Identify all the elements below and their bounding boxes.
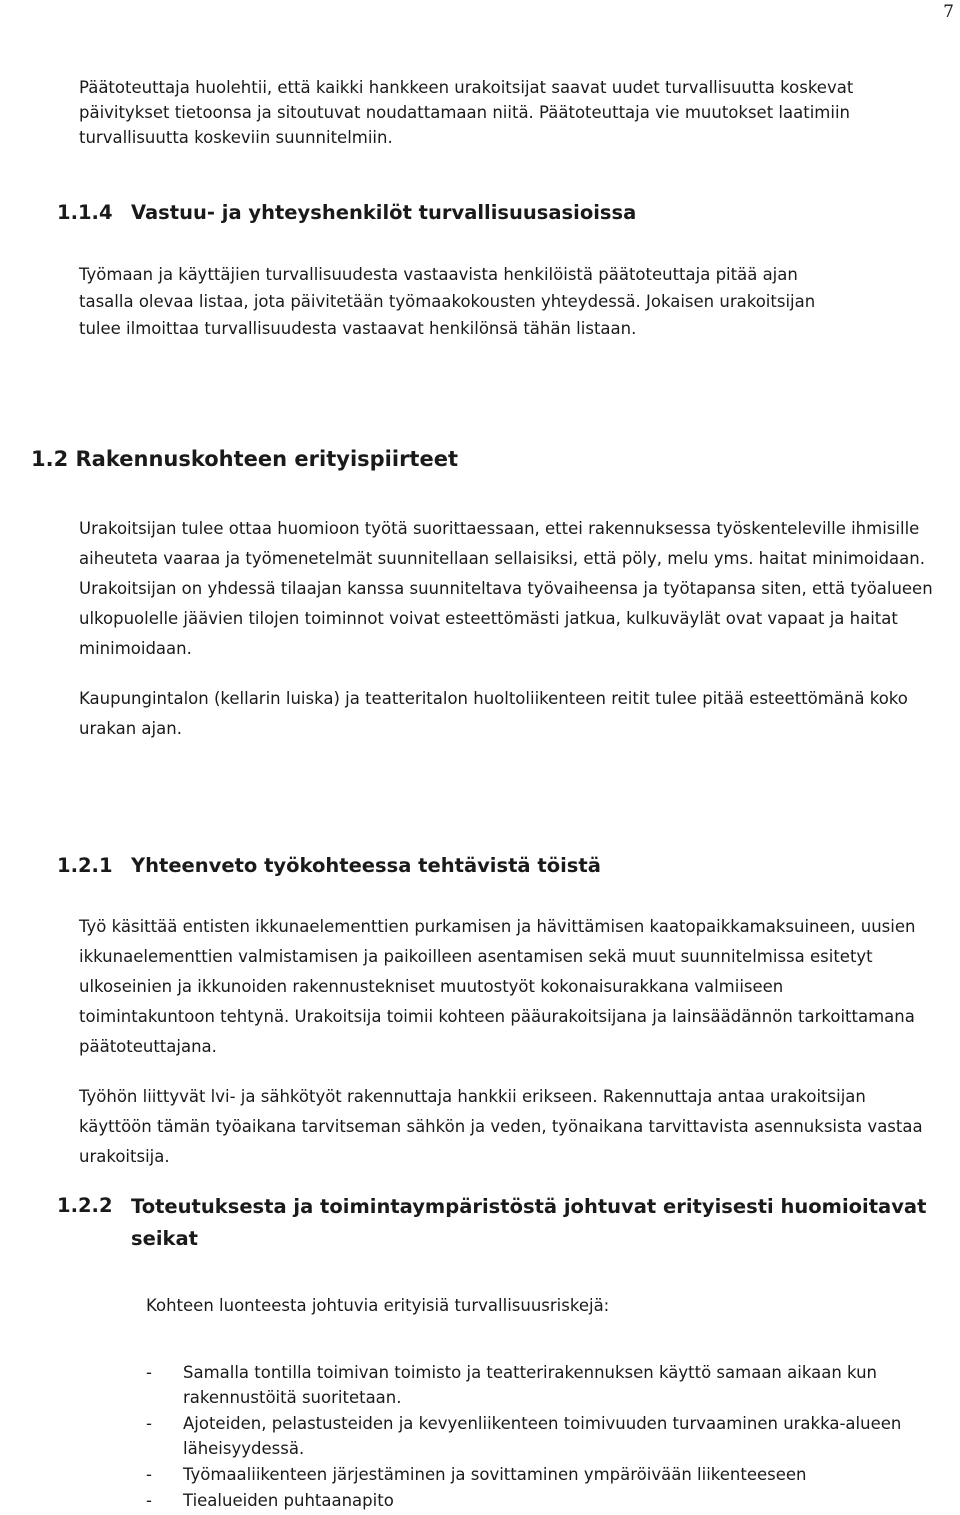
heading-1-2-1: [57, 854, 757, 884]
page-number: 7: [943, 2, 954, 22]
heading-1-2: 1.2 Rakennuskohteen erityispiirteet: [31, 447, 458, 471]
risks-intro: Kohteen luonteesta johtuvia erityisiä turvallisuusriskejä:: [146, 1296, 610, 1315]
text-line: ulkoseinien ja ikkunoiden rakennustekniset muutostyöt kokonaisurakkana valmiiseen: [79, 977, 784, 996]
intro-paragraph: [79, 75, 853, 150]
text-line: Samalla tontilla toimivan toimisto ja teatterirakennuksen käyttö samaan aikaan kun: [183, 1363, 877, 1382]
title-line: Toteutuksesta ja toimintaympäristöstä johtuvat erityisesti huomioitavat: [131, 1195, 927, 1218]
section-title: Vastuu- ja yhteyshenkilöt turvallisuusasioissa: [131, 201, 637, 224]
text-line: tulee ilmoittaa turvallisuudesta vastaavat henkilönsä tähän listaan.: [79, 319, 637, 338]
text-line: Työ käsittää entisten ikkunaelementtien purkamisen ja hävittämisen kaatopaikkamaksuineen, uusien: [79, 917, 916, 936]
text-line: ulkopuolelle jäävien tilojen toiminnot voivat esteettömästi jatkua, kulkuväylät ovat vapaat ja haitat: [79, 609, 898, 628]
risk-list: [146, 1360, 901, 1514]
text-line: Päätoteuttaja huolehtii, että kaikki hankkeen urakoitsijat saavat uudet turvallisuutta koskevat: [79, 78, 854, 97]
section-number: 1.2.2: [57, 1194, 113, 1217]
dash-bullet: -: [146, 1414, 152, 1433]
title-line: seikat: [131, 1227, 198, 1250]
text-line: urakoitsija.: [79, 1147, 170, 1166]
dash-bullet: -: [146, 1491, 152, 1510]
dash-bullet: -: [146, 1465, 152, 1484]
text-line: Työmaan ja käyttäjien turvallisuudesta vastaavista henkilöistä päätoteuttaja pitää ajan: [79, 265, 798, 284]
list-item: [146, 1488, 901, 1513]
text-line: toimintakuntoon tehtynä. Urakoitsija toimii kohteen pääurakoitsijana ja lainsäädännön tarkoittamana: [79, 1007, 915, 1026]
list-item: [146, 1411, 901, 1461]
text-line: Urakoitsijan tulee ottaa huomioon työtä suorittaessaan, ettei rakennuksessa työskenteleville ihmisille: [79, 519, 920, 538]
text-line: Kaupungintalon (kellarin luiska) ja teatteritalon huoltoliikenteen reitit tulee pitää esteettömänä koko: [79, 689, 908, 708]
dash-bullet: -: [146, 1363, 152, 1382]
text-line: Työhön liittyvät lvi- ja sähkötyöt rakennuttaja hankkii erikseen. Rakennuttaja antaa urakoitsijan: [79, 1087, 866, 1106]
text-line: minimoidaan.: [79, 639, 192, 658]
section-number: 1.1.4: [57, 201, 113, 224]
paragraph-1-2-a: [79, 514, 933, 664]
section-title: Yhteenveto työkohteessa tehtävistä töistä: [131, 854, 601, 877]
paragraph-1-2-1-a: [79, 912, 915, 1062]
text-line: päätoteuttajana.: [79, 1037, 217, 1056]
section-title: [131, 1191, 926, 1255]
paragraph-1-1-4: [79, 261, 815, 342]
text-line: Tiealueiden puhtaanapito: [183, 1491, 394, 1510]
text-line: Urakoitsijan on yhdessä tilaajan kanssa suunniteltava työvaiheensa ja työtapansa siten, että työalueen: [79, 579, 933, 598]
text-line: aiheuteta vaaraa ja työmenetelmät suunnitellaan sellaisiksi, että pöly, melu yms. haitat minimoidaan.: [79, 549, 925, 568]
paragraph-1-2-1-b: [79, 1082, 923, 1172]
text-line: turvallisuutta koskeviin suunnitelmiin.: [79, 128, 393, 147]
text-line: ikkunaelementtien valmistamisen ja paikoilleen asentamisen sekä muut suunnitelmissa esitetyt: [79, 947, 873, 966]
text-line: rakennustöitä suoritetaan.: [183, 1388, 402, 1407]
text-line: läheisyydessä.: [183, 1439, 305, 1458]
text-line: tasalla olevaa listaa, jota päivitetään työmaakokousten yhteydessä. Jokaisen urakoitsijan: [79, 292, 816, 311]
paragraph-1-2-b: [79, 684, 908, 744]
heading-1-2-2: [57, 1194, 927, 1258]
text-line: käyttöön tämän työaikana tarvitseman sähkön ja veden, työnaikana tarvittavista asennuksista vastaa: [79, 1117, 923, 1136]
text-line: päivitykset tietoonsa ja sitoutuvat noudattamaan niitä. Päätoteuttaja vie muutokset laatimiin: [79, 103, 850, 122]
section-number: 1.2.1: [57, 854, 113, 877]
text-line: Ajoteiden, pelastusteiden ja kevyenliikenteen toimivuuden turvaaminen urakka-alueen: [183, 1414, 902, 1433]
list-item: [146, 1360, 901, 1410]
heading-1-1-4: [57, 201, 757, 231]
text-line: Työmaaliikenteen järjestäminen ja sovittaminen ympäröivään liikenteeseen: [183, 1465, 807, 1484]
list-item: [146, 1462, 901, 1487]
text-line: urakan ajan.: [79, 719, 182, 738]
